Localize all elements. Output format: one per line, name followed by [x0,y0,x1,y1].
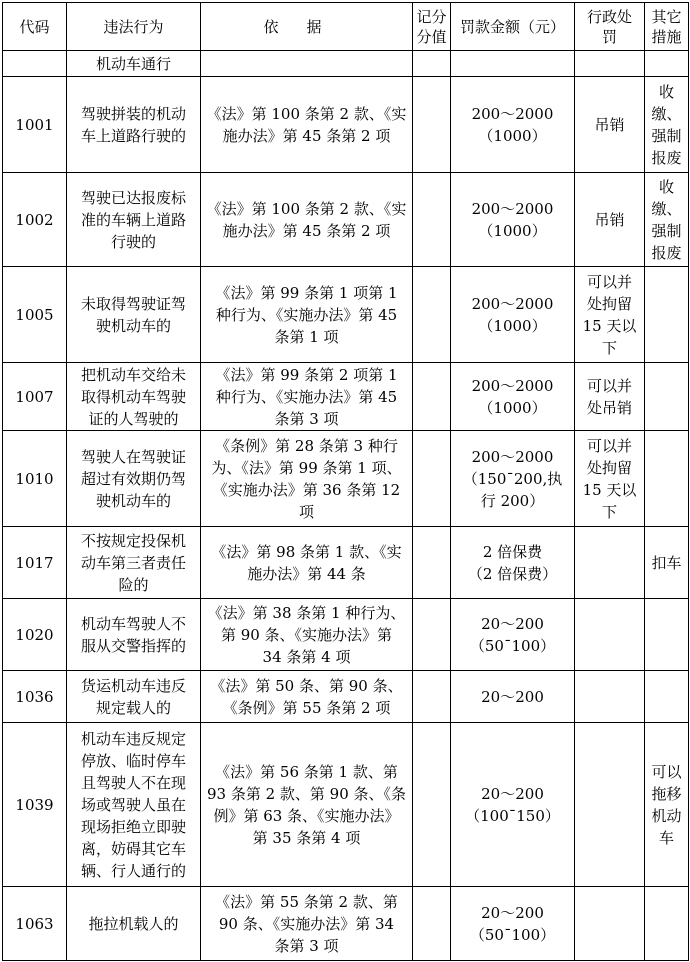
table-row [3,77,689,173]
violation-act [67,267,201,363]
legal-basis-line: 《条例》第 28 条第 3 种行 [215,436,398,455]
fine-amount-line: 200～2000 [471,376,554,395]
fine-amount-line: （1000） [478,316,547,335]
legal-basis-line: 《条例》第 55 条第 2 项 [222,698,391,717]
header-act: 违法行为 [67,3,201,51]
administrative-penalty-line: 15 天以 [582,480,637,499]
administrative-penalty [575,887,645,961]
violation-act-line: 辆、行人通行的 [80,861,186,880]
legal-basis-line: 《实施办法》第 36 条第 12 [212,480,401,499]
legal-basis-line: 《法》第 56 条第 1 款、第 [215,762,398,781]
other-measures [645,599,689,671]
fine-amount-line: （50¯100） [469,636,556,655]
administrative-penalty [575,431,645,527]
header-fine: 罚款金额（元） [451,3,575,51]
other-measures-line: 缴、 [651,199,682,218]
other-measures-line: 扣车 [651,553,682,572]
violation-act-line: 驶机动车的 [95,316,171,335]
fine-amount [451,723,575,887]
header-admin-line2: 罚 [601,27,617,46]
legal-basis-line: 项 [298,502,314,521]
fine-amount [451,267,575,363]
table-row [3,431,689,527]
fine-amount-line: 2 倍保费 [482,542,543,561]
legal-basis-line: 第 90 条、《实施办法》第 [220,625,393,644]
fine-amount [451,431,575,527]
other-measures [645,363,689,431]
violation-act-line: 取得机动车驾驶 [80,387,186,406]
violation-act-line: 证的人驾驶的 [88,409,179,428]
legal-basis-line: 93 条第 2 款、第 90 条、《条 [206,784,407,803]
fine-amount-line: 20～200 [481,903,544,922]
penalty-points [413,527,451,599]
other-measures [645,671,689,723]
legal-basis-line: 34 条第 4 项 [262,647,351,666]
violation-code: 1039 [3,723,67,887]
fine-amount-line: 20～200 [481,614,544,633]
category-row [3,51,689,77]
administrative-penalty-line: 处拘留 [586,458,632,477]
violation-act-line: 现场拒绝立即驶 [80,817,186,836]
legal-basis-line: 条第 1 项 [274,327,339,346]
violation-act-line: 拖拉机载人的 [88,914,179,933]
violation-act-line: 动车第三者责任 [80,553,186,572]
table-row [3,671,689,723]
administrative-penalty-line: 处吊销 [586,398,632,417]
violation-act-line: 准的车辆上道路 [80,210,186,229]
legal-basis-line: 施办法》第 45 条第 2 项 [222,126,391,145]
other-measures-line: 拖移 [651,784,682,803]
other-measures-line: 强制 [651,126,682,145]
violation-act-line: 险的 [118,575,149,594]
legal-basis-line: 施办法》第 44 条 [247,564,366,583]
legal-basis-line: 《法》第 100 条第 2 款、《实 [206,199,407,218]
fine-amount-line: （2 倍保费） [467,564,558,583]
administrative-penalty-line: 15 天以 [582,316,637,335]
header-other-line2: 措施 [651,27,682,46]
penalty-points [413,599,451,671]
administrative-penalty-line: 可以并 [586,376,632,395]
administrative-penalty [575,173,645,267]
other-measures-line: 车 [658,828,674,847]
other-measures-line: 可以 [651,762,682,781]
table-row [3,267,689,363]
violation-act-line: 场或驾驶人虽在 [80,795,186,814]
fine-amount [451,599,575,671]
penalty-points [413,723,451,887]
fine-amount-line: 200～2000 [471,447,554,466]
header-admin [575,3,645,51]
violation-act-line: 停放、临时停车 [80,751,186,770]
violation-code: 1005 [3,267,67,363]
header-other [645,3,689,51]
fine-amount-line: 20～200 [481,687,544,706]
fine-amount [451,363,575,431]
penalty-points [413,173,451,267]
header-admin-line1: 行政处 [586,7,632,26]
violation-act-line: 驾驶人在驾驶证 [80,447,186,466]
administrative-penalty-line: 可以并 [586,436,632,455]
fine-amount-line: 20～200 [481,784,544,803]
legal-basis-line: 90 条、《实施办法》第 34 [218,914,395,933]
penalty-points [413,887,451,961]
legal-basis-line: 条第 3 项 [274,409,339,428]
administrative-penalty-line: 下 [601,502,617,521]
legal-basis-line: 《法》第 99 条第 1 项第 1 [215,283,398,302]
legal-basis [201,77,413,173]
header-points-line2: 分值 [416,27,447,46]
administrative-penalty-line: 处拘留 [586,294,632,313]
other-measures-line: 收 [658,177,674,196]
other-measures [645,173,689,267]
fine-amount-line: （1000） [478,221,547,240]
legal-basis [201,431,413,527]
legal-basis-line: 《法》第 100 条第 2 款、《实 [206,104,407,123]
legal-basis [201,887,413,961]
table-row [3,887,689,961]
violation-act-line: 驶机动车的 [95,491,171,510]
penalty-points [413,671,451,723]
header-code: 代码 [3,3,67,51]
header-points [413,3,451,51]
legal-basis-line: 施办法》第 45 条第 2 项 [222,221,391,240]
violation-act-line: 规定载人的 [95,698,171,717]
other-measures-line: 报废 [651,148,682,167]
violation-act-line: 离，妨碍其它车 [80,839,186,858]
legal-basis-line: 《法》第 38 条第 1 种行为、 [207,603,406,622]
penalty-points [413,267,451,363]
violation-act [67,363,201,431]
violation-act-line: 机动车驾驶人不 [80,614,186,633]
violation-act [67,527,201,599]
fine-amount [451,887,575,961]
violation-act-line: 且驾驶人不在现 [80,773,186,792]
fine-amount [451,173,575,267]
violation-act [67,887,201,961]
violation-code: 1036 [3,671,67,723]
violation-code: 1001 [3,77,67,173]
fine-amount-line: 200～2000 [471,294,554,313]
violation-act-line: 货运机动车违反 [80,676,186,695]
other-measures [645,267,689,363]
table-row [3,723,689,887]
legal-basis-line: 种行为、《实施办法》第 45 [215,305,398,324]
fine-amount [451,77,575,173]
fine-amount-line: 行 200） [480,491,545,510]
other-measures-line: 缴、 [651,104,682,123]
legal-basis [201,173,413,267]
fine-amount-line: （100¯150） [465,806,560,825]
violation-act-line: 机动车违反规定 [80,729,186,748]
violation-act-line: 未取得驾驶证驾 [80,294,186,313]
violation-act [67,431,201,527]
legal-basis [201,671,413,723]
violation-act-line: 不按规定投保机 [80,531,186,550]
fine-amount-line: 200～2000 [471,199,554,218]
other-measures [645,431,689,527]
other-measures-line: 机动 [651,806,682,825]
legal-basis [201,599,413,671]
penalty-points [413,77,451,173]
violation-act-line: 驾驶已达报废标 [80,188,186,207]
other-measures [645,887,689,961]
other-measures-line: 报废 [651,243,682,262]
administrative-penalty [575,527,645,599]
other-measures [645,527,689,599]
fine-amount-line: （1000） [478,398,547,417]
legal-basis-line: 《法》第 99 条第 2 项第 1 [215,365,398,384]
legal-basis-line: 例》第 63 条、《实施办法》 [213,806,400,825]
violation-act-line: 车上道路行驶的 [80,126,186,145]
violation-act [67,599,201,671]
header-other-line1: 其它 [651,7,682,26]
violation-act-line: 行驶的 [110,232,156,251]
fine-amount-line: 200～2000 [471,104,554,123]
legal-basis [201,267,413,363]
violation-act [67,173,201,267]
violation-act [67,723,201,887]
header-row [3,3,689,51]
fine-amount [451,527,575,599]
violation-code: 1010 [3,431,67,527]
legal-basis [201,363,413,431]
violation-code: 1063 [3,887,67,961]
administrative-penalty [575,77,645,173]
table-row [3,363,689,431]
table-row [3,527,689,599]
header-basis: 依据 [201,3,413,51]
administrative-penalty [575,723,645,887]
administrative-penalty [575,671,645,723]
legal-basis-line: 《法》第 55 条第 2 款、第 [215,892,398,911]
administrative-penalty-line: 下 [601,338,617,357]
violation-act-line: 服从交警指挥的 [80,636,186,655]
penalty-points [413,431,451,527]
violation-act [67,77,201,173]
violation-code: 1007 [3,363,67,431]
legal-basis-line: 种行为、《实施办法》第 45 [215,387,398,406]
table-row [3,173,689,267]
administrative-penalty [575,267,645,363]
legal-basis [201,527,413,599]
administrative-penalty [575,599,645,671]
fine-amount [451,671,575,723]
administrative-penalty-line: 吊销 [594,210,625,229]
administrative-penalty-line: 可以并 [586,272,632,291]
violation-act [67,671,201,723]
fine-amount-line: （50¯100） [469,925,556,944]
violation-act-line: 驾驶拼装的机动 [80,104,186,123]
administrative-penalty [575,363,645,431]
category-label: 机动车通行 [67,51,201,77]
other-measures [645,723,689,887]
violation-code: 1020 [3,599,67,671]
penalty-points [413,363,451,431]
legal-basis [201,723,413,887]
violation-code: 1002 [3,173,67,267]
violation-act-line: 超过有效期仍驾 [80,469,186,488]
fine-amount-line: （1000） [478,126,547,145]
legal-basis-line: 条第 3 项 [274,936,339,955]
violation-table [2,2,689,961]
violation-code: 1017 [3,527,67,599]
violation-act-line: 把机动车交给未 [80,365,186,384]
other-measures [645,77,689,173]
administrative-penalty-line: 吊销 [594,115,625,134]
legal-basis-line: 《法》第 50 条、第 90 条、 [210,676,403,695]
other-measures-line: 收 [658,82,674,101]
fine-amount-line: （150¯200,执 [462,469,563,488]
legal-basis-line: 为、《法》第 99 条第 1 项、 [211,458,402,477]
legal-basis-line: 第 35 条第 4 项 [252,828,361,847]
other-measures-line: 强制 [651,221,682,240]
table-row [3,599,689,671]
header-points-line1: 记分 [416,7,447,26]
legal-basis-line: 《法》第 98 条第 1 款、《实 [211,542,402,561]
